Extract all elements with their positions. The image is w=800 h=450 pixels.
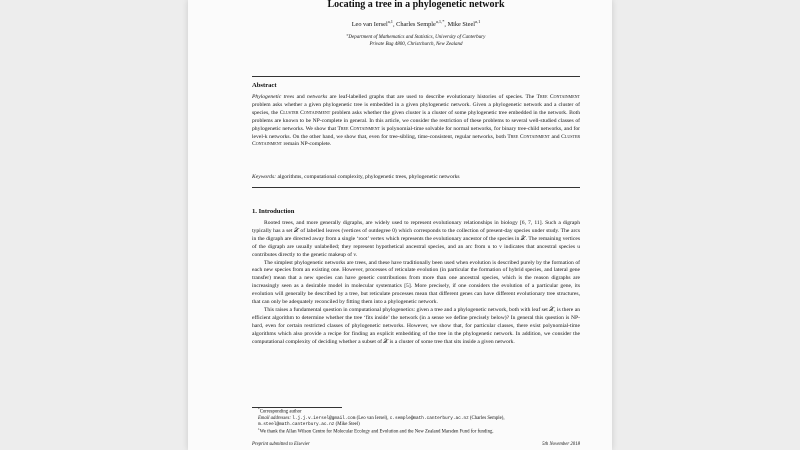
footer-left: Preprint submitted to Elsevier [252, 442, 310, 447]
abstract-top-rule [252, 76, 580, 77]
footer-date: 5th November 2018 [542, 442, 580, 447]
author-name: Mike Steel [447, 21, 476, 28]
abstract-text: problem asks whether a given phylogenetic tree is embedded in a given phylogenetic network. Given a phylogenetic network and a cluster of species, the [252, 101, 580, 116]
abstract-italic: networks [307, 94, 328, 100]
author-sup: a,1 [475, 18, 481, 24]
affiliation-sup: a [346, 32, 349, 37]
abstract-text: are leaf-labelled graphs that are used to describe evolutionary histories of species. The [327, 94, 537, 100]
paragraph: This raises a fundamental question in computational phylogenetics: given a tree and a phylogenetic network, both with leaf set 𝒳, is there an efficient algorithm to determine whether the tree ‘fits inside’ the network (in a sense we define precisely below)? In general this question is NP-hard, even for certain restricted classes of phylogenetic networks. However, we show that, for particular classes, there exist polynomial-time algorithms which also provide a recipe for finding an explicit embedding of the tree in the phylogenetic network. In addition, we consider the computational complexity of deciding whether a subset of 𝒳 is a cluster of some tree that sits inside a given network. [252, 306, 580, 345]
footnote-sup: * [258, 407, 260, 411]
abstract-text: and [549, 133, 562, 140]
problem-name: Cluster Containment [252, 133, 580, 148]
problem-name: Tree Containment [507, 133, 550, 140]
email-owner: (Charles Semple), [468, 416, 505, 421]
paper-title: Locating a tree in a phylogenetic network [327, 0, 505, 10]
footnotes [252, 409, 580, 436]
paragraph: Rooted trees, and more generally digraphs, are widely used to represent evolutionary relationships in biology [6, 7, 11]. Such a digraph typically has a set 𝒳 of labelled leaves (vertices of outdegree 0) which corresponds to the collection of present-day species under study. The arcs in the digraph are directed away from a single ‘root’ vertex which represents the evolutionary ancestor of the species in 𝒳. The remaining vertices of the digraph are usually unlabelled; they represent hypothetical ancestral species, and an arc from u to v indicates that ancestral species u contributes directly to the genetic makeup of v. [252, 220, 580, 258]
affiliation [252, 34, 580, 48]
problem-name: Tree Containment [536, 94, 580, 100]
section-body [252, 220, 580, 347]
author-name: Charles Semple [396, 21, 436, 28]
email-link[interactable]: m.steel@math.canterbury.ac.nz [258, 422, 335, 428]
author-name: Leo van Iersel [351, 21, 388, 28]
abstract-body [252, 94, 580, 149]
abstract-italic: Phylogenetic trees [252, 94, 295, 100]
author-sup: a,1 [387, 18, 393, 24]
problem-name: Tree Containment [337, 125, 380, 132]
affiliation-line: Department of Mathematics and Statistics, University of Canterbury [348, 35, 486, 40]
email-link[interactable]: l.j.j.v.iersel@gmail.com [292, 416, 356, 421]
footnote-rule [252, 407, 342, 408]
abstract-text: and [294, 94, 308, 100]
abstract-text: problem asks whether the given cluster is a cluster of some phylogenetic tree embedded in the network. Both problems are known to be NP-complete in general. In this article, we consider the restriction of these problems to several well-studied classes of phylogenetic networks. We show that [252, 109, 580, 132]
abstract-text: remain NP-complete. [282, 141, 332, 148]
keywords [252, 174, 460, 180]
footnote-sup: 1 [258, 426, 260, 431]
section-heading: 1. Introduction [252, 208, 295, 215]
footnote-text: We thank the Allan Wilson Centre for Molecular Ecology and Evolution and the New Zealand Marsden Fund for funding. [259, 429, 494, 435]
email-label: Email addresses: [258, 416, 291, 421]
paragraph: The simplest phylogenetic networks are trees, and these have traditionally been used when evolution is described purely by the formation of each new species from an existing one. However, processes of reticulate evolution (in particular the formation of hybrid species, and lateral gene transfer) mean that a new species can have genetic contributions from more than one ancestral species, which is the reason digraphs are increasingly seen as a desirable model in molecular systematics [5]. More precisely, if one considers the evolution of a particular gene, its evolution will generally be described by a tree, but reticulate processes mean that different genes can have different evolutionary tree structures, that can only be adequately reconciled by fitting them into a phylogenetic network. [252, 259, 580, 306]
keywords-label: Keywords: [252, 174, 277, 180]
email-owner: (Mike Steel) [334, 422, 360, 428]
email-link[interactable]: c.semple@math.canterbury.ac.nz [389, 416, 469, 421]
page-footer [252, 442, 580, 447]
abstract-heading: Abstract [252, 82, 277, 89]
keywords-text: algorithms, computational complexity, phylogenetic trees, phylogenetic networks [277, 174, 460, 180]
problem-name: Cluster Containment [279, 109, 331, 116]
paper-page [188, 0, 612, 450]
abstract-bottom-rule [252, 187, 580, 188]
author-list: Leo van Iersel$^{a,1}$, Charles Semple$^{a,1,*}$, Mike Steel$^{a,1}$ [351, 18, 481, 28]
affiliation-line: Private Bag 4800, Christchurch, New Zealand [369, 42, 463, 47]
abstract-text: is polynomial-time solvable for normal networks, for binary tree-child networks, and for level-k networks. On the other hand, we show that, even for tree-sibling, time-consistent, regular networks, both [252, 125, 580, 140]
email-owner: (Leo van Iersel), [355, 416, 390, 421]
footnote-text: Corresponding author [259, 409, 302, 415]
author-sup: a,1,* [435, 18, 445, 24]
